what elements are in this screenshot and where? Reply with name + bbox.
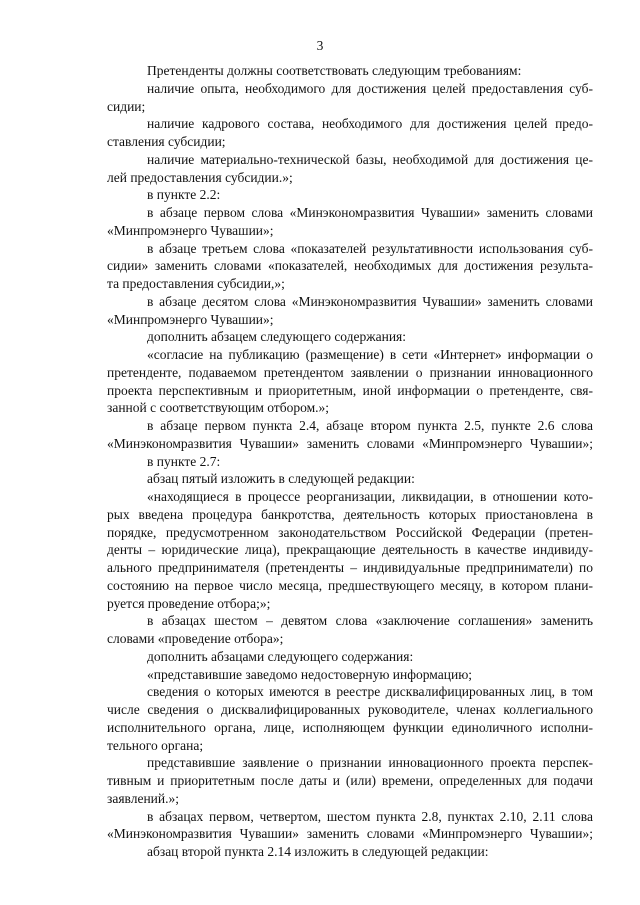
text-line: наличие опыта, необходимого для достижения целей предоставления суб-	[147, 80, 593, 96]
text-line: в пункте 2.7:	[147, 453, 221, 469]
text-line: исполнительного органа, лице, исполняющем функции единоличного исполни-	[107, 719, 593, 735]
text-line: та предоставления субсидии,»;	[107, 276, 285, 291]
text-line: денты – юридические лица), прекращающие деятельность в качестве индивиду-	[107, 542, 593, 558]
text-line: лей предоставления субсидии.»;	[107, 169, 293, 185]
text-line: в абзаце третьем слова «показателей результативности использования суб-	[147, 240, 593, 256]
text-line: в абзацах шестом – девятом слова «заключение соглашения» заменить	[147, 613, 593, 629]
text-line: абзац второй пункта 2.14 изложить в следующей редакции:	[147, 844, 489, 859]
text-line: порядке, предусмотренном законодательством Российской Федерации (претен-	[107, 524, 593, 540]
text-line: Претенденты должны соответствовать следующим требованиям:	[147, 63, 522, 78]
text-line: заявлений.»;	[107, 790, 180, 806]
text-line: тивным и приоритетным после даты и (или) времени, определенных для подачи	[107, 773, 593, 788]
text-line: числе сведения о дисквалифицированных руководителе, членах коллегиального	[107, 702, 593, 717]
text-line: в абзаце первом слова «Минэкономразвития Чувашии» заменить словами	[147, 205, 593, 220]
text-line: тельного органа;	[107, 737, 204, 753]
text-line: в абзаце десятом слова «Минэкономразвития Чувашии» заменить словами	[147, 293, 593, 309]
text-line: наличие материально-технической базы, необходимой для достижения це-	[147, 151, 593, 167]
text-line: состоянию на первое число месяца, предшествующего месяцу, в котором плани-	[107, 577, 593, 593]
text-line: руется проведение отбора;»;	[107, 595, 271, 611]
text-line: рых введена процедура банкротства, деятельность которых приостановлена в	[107, 506, 593, 522]
text-line: ального предпринимателя (претенденты – индивидуальные предприниматели) по	[107, 560, 593, 575]
text-line: проекта перспективным и приоритетным, иной информации о претенденте, свя-	[107, 382, 593, 398]
text-line: «находящиеся в процессе реорганизации, ликвидации, в отношении кото-	[147, 489, 593, 504]
text-line: словами «проведение отбора»;	[107, 631, 284, 646]
text-line: дополнить абзацами следующего содержания:	[147, 648, 414, 664]
text-line: «Минэкономразвития Чувашии» заменить словами «Минпромэнерго Чувашии»;	[107, 435, 593, 451]
document-body	[107, 62, 593, 861]
text-line: занной с соответствующим отбором.»;	[107, 400, 329, 416]
text-line: сведения о которых имеются в реестре дисквалифицированных лиц, в том	[147, 684, 593, 700]
text-line: дополнить абзацем следующего содержания:	[147, 329, 407, 345]
text-line: наличие кадрового состава, необходимого для достижения целей предо-	[147, 116, 593, 132]
text-line: претенденте, подаваемом претендентом заявлении о признании инновационного	[107, 364, 593, 380]
text-line: в абзаце первом пункта 2.4, абзаце втором пункта 2.5, пункте 2.6 слова	[147, 418, 593, 433]
text-line: «представившие заведомо недостоверную информацию;	[147, 666, 473, 682]
text-line: «Минпромэнерго Чувашии»;	[107, 311, 274, 327]
text-line: представившие заявление о признании инновационного проекта перспек-	[147, 755, 593, 771]
page-number: 3	[316, 38, 324, 53]
text-line: сидии» заменить словами «показателей, необходимых для достижения результа-	[107, 258, 593, 274]
text-line: «согласие на публикацию (размещение) в сети «Интернет» информации о	[147, 347, 593, 362]
text-line: в пункте 2.2:	[147, 187, 221, 203]
text-line: сидии;	[107, 98, 146, 114]
text-line: абзац пятый изложить в следующей редакции:	[147, 471, 415, 487]
text-line: в абзацах первом, четвертом, шестом пункта 2.8, пунктах 2.10, 2.11 слова	[147, 808, 593, 824]
text-line: «Минпромэнерго Чувашии»;	[107, 222, 274, 238]
text-line: «Минэкономразвития Чувашии» заменить словами «Минпромэнерго Чувашии»;	[107, 826, 593, 842]
text-line: ставления субсидии;	[107, 134, 226, 149]
